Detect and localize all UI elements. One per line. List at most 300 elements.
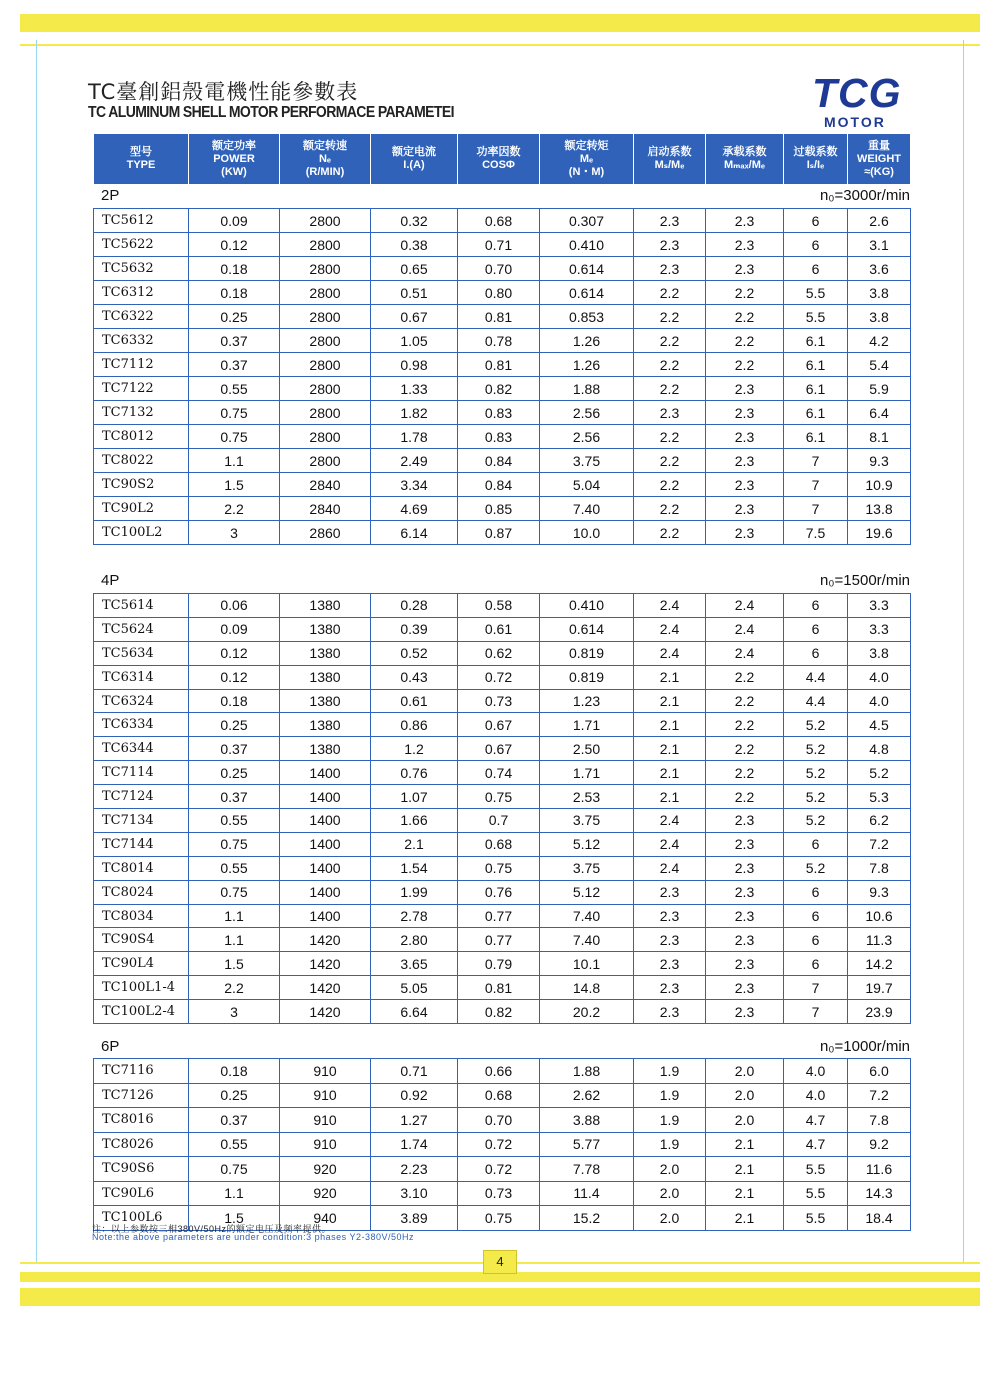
cell-power: 0.75 <box>189 880 280 904</box>
cell-current: 0.65 <box>371 257 458 281</box>
cell-torque: 5.12 <box>540 832 634 856</box>
cell-load-factor: 2.3 <box>706 952 784 976</box>
cell-load-factor: 2.3 <box>706 401 784 425</box>
cell-speed: 2800 <box>280 233 371 257</box>
cell-load-factor: 2.4 <box>706 617 784 641</box>
cell-torque: 15.2 <box>540 1206 634 1231</box>
cell-torque: 3.75 <box>540 856 634 880</box>
cell-starting-factor: 2.1 <box>634 761 706 785</box>
header-starting-factor: 启动系数 Mₛ/Mₑ <box>634 134 706 185</box>
cell-speed: 1400 <box>280 785 371 809</box>
cell-power: 0.09 <box>189 617 280 641</box>
cell-weight: 5.9 <box>848 377 911 401</box>
cell-weight: 9.3 <box>848 449 911 473</box>
table-row <box>94 832 911 856</box>
cell-starting-factor: 2.4 <box>634 641 706 665</box>
cell-torque: 2.53 <box>540 785 634 809</box>
spec-table-6p <box>93 1058 911 1231</box>
cell-speed: 1400 <box>280 880 371 904</box>
cell-weight: 3.3 <box>848 594 911 618</box>
cell-current: 0.67 <box>371 305 458 329</box>
table-row <box>94 594 911 618</box>
table-row <box>94 1181 911 1206</box>
cell-starting-factor: 2.2 <box>634 497 706 521</box>
cell-model: TC5612 <box>94 209 189 233</box>
table-row <box>94 928 911 952</box>
cell-starting-factor: 2.2 <box>634 353 706 377</box>
cell-weight: 3.6 <box>848 257 911 281</box>
cell-model: TC6334 <box>94 713 189 737</box>
cell-starting-factor: 2.2 <box>634 329 706 353</box>
cell-speed: 1420 <box>280 952 371 976</box>
cell-overload-factor: 6.1 <box>784 425 848 449</box>
cell-speed: 910 <box>280 1108 371 1133</box>
table-row <box>94 880 911 904</box>
cell-model: TC90S6 <box>94 1157 189 1182</box>
section-6p-label <box>93 1037 910 1057</box>
cell-overload-factor: 5.2 <box>784 809 848 833</box>
table-row <box>94 976 911 1000</box>
cell-weight: 2.6 <box>848 209 911 233</box>
cell-load-factor: 2.3 <box>706 449 784 473</box>
cell-speed: 1380 <box>280 641 371 665</box>
cell-speed: 2800 <box>280 305 371 329</box>
cell-overload-factor: 7 <box>784 976 848 1000</box>
cell-overload-factor: 6.1 <box>784 329 848 353</box>
cell-speed: 2840 <box>280 473 371 497</box>
cell-model: TC8014 <box>94 856 189 880</box>
table-row <box>94 689 911 713</box>
cell-weight: 4.2 <box>848 329 911 353</box>
cell-overload-factor: 7 <box>784 473 848 497</box>
table-row <box>94 1132 911 1157</box>
cell-torque: 0.853 <box>540 305 634 329</box>
cell-weight: 7.2 <box>848 832 911 856</box>
cell-power-factor: 0.73 <box>458 689 540 713</box>
cell-current: 0.38 <box>371 233 458 257</box>
spec-table-2p <box>93 208 911 545</box>
cell-speed: 2860 <box>280 521 371 545</box>
cell-load-factor: 2.0 <box>706 1083 784 1108</box>
cell-overload-factor: 6 <box>784 641 848 665</box>
cell-starting-factor: 2.1 <box>634 713 706 737</box>
table-row <box>94 713 911 737</box>
spec-table-header <box>93 133 911 185</box>
cell-overload-factor: 7 <box>784 1000 848 1024</box>
table-row <box>94 1083 911 1108</box>
tcg-logo <box>812 70 908 130</box>
cell-overload-factor: 4.0 <box>784 1083 848 1108</box>
cell-overload-factor: 6 <box>784 617 848 641</box>
cell-speed: 1380 <box>280 737 371 761</box>
cell-load-factor: 2.2 <box>706 785 784 809</box>
cell-speed: 1400 <box>280 904 371 928</box>
cell-torque: 1.26 <box>540 353 634 377</box>
cell-current: 0.52 <box>371 641 458 665</box>
cell-current: 0.61 <box>371 689 458 713</box>
table-row <box>94 329 911 353</box>
cell-power-factor: 0.70 <box>458 257 540 281</box>
cell-power-factor: 0.79 <box>458 952 540 976</box>
cell-torque: 3.88 <box>540 1108 634 1133</box>
cell-load-factor: 2.0 <box>706 1108 784 1133</box>
cell-power-factor: 0.72 <box>458 1132 540 1157</box>
cell-current: 1.27 <box>371 1108 458 1133</box>
cell-power: 0.55 <box>189 377 280 401</box>
cell-starting-factor: 2.1 <box>634 737 706 761</box>
cell-current: 0.39 <box>371 617 458 641</box>
cell-load-factor: 2.3 <box>706 377 784 401</box>
cell-power-factor: 0.87 <box>458 521 540 545</box>
right-frame-line <box>963 40 964 1262</box>
cell-current: 2.23 <box>371 1157 458 1182</box>
cell-torque: 0.307 <box>540 209 634 233</box>
cell-model: TC6344 <box>94 737 189 761</box>
cell-load-factor: 2.3 <box>706 809 784 833</box>
cell-starting-factor: 2.3 <box>634 401 706 425</box>
cell-power: 0.75 <box>189 832 280 856</box>
left-frame-line <box>36 40 37 1262</box>
cell-model: TC6312 <box>94 281 189 305</box>
cell-speed: 2800 <box>280 329 371 353</box>
cell-overload-factor: 4.7 <box>784 1108 848 1133</box>
cell-load-factor: 2.0 <box>706 1059 784 1084</box>
table-row <box>94 1108 911 1133</box>
cell-power: 0.25 <box>189 713 280 737</box>
cell-power: 0.37 <box>189 737 280 761</box>
cell-power: 1.1 <box>189 1181 280 1206</box>
cell-power: 3 <box>189 521 280 545</box>
cell-overload-factor: 6 <box>784 233 848 257</box>
cell-overload-factor: 5.2 <box>784 737 848 761</box>
cell-weight: 3.8 <box>848 305 911 329</box>
cell-overload-factor: 4.4 <box>784 689 848 713</box>
cell-current: 0.28 <box>371 594 458 618</box>
header-torque: 额定转矩 Mₑ (N・M) <box>540 134 634 185</box>
cell-speed: 1380 <box>280 713 371 737</box>
cell-overload-factor: 6 <box>784 209 848 233</box>
table-row <box>94 281 911 305</box>
cell-power-factor: 0.78 <box>458 329 540 353</box>
cell-power: 1.1 <box>189 928 280 952</box>
cell-torque: 3.75 <box>540 449 634 473</box>
cell-current: 5.05 <box>371 976 458 1000</box>
cell-power-factor: 0.85 <box>458 497 540 521</box>
cell-weight: 5.2 <box>848 761 911 785</box>
cell-speed: 1380 <box>280 689 371 713</box>
table-row <box>94 617 911 641</box>
cell-speed: 1420 <box>280 928 371 952</box>
cell-weight: 18.4 <box>848 1206 911 1231</box>
cell-starting-factor: 1.9 <box>634 1083 706 1108</box>
table-row <box>94 497 911 521</box>
cell-overload-factor: 5.5 <box>784 1206 848 1231</box>
cell-current: 3.34 <box>371 473 458 497</box>
cell-overload-factor: 5.5 <box>784 305 848 329</box>
cell-model: TC7134 <box>94 809 189 833</box>
cell-weight: 4.0 <box>848 665 911 689</box>
table-row <box>94 952 911 976</box>
cell-load-factor: 2.2 <box>706 665 784 689</box>
cell-current: 6.14 <box>371 521 458 545</box>
cell-power-factor: 0.73 <box>458 1181 540 1206</box>
cell-current: 4.69 <box>371 497 458 521</box>
cell-torque: 3.75 <box>540 809 634 833</box>
header-overload-factor: 过载系数 Iₛ/Iₑ <box>784 134 848 185</box>
cell-power: 1.5 <box>189 1206 280 1231</box>
cell-power-factor: 0.58 <box>458 594 540 618</box>
cell-torque: 7.40 <box>540 904 634 928</box>
cell-starting-factor: 2.3 <box>634 976 706 1000</box>
cell-power-factor: 0.71 <box>458 233 540 257</box>
cell-power-factor: 0.82 <box>458 1000 540 1024</box>
cell-model: TC6314 <box>94 665 189 689</box>
cell-overload-factor: 7.5 <box>784 521 848 545</box>
cell-power: 0.06 <box>189 594 280 618</box>
cell-weight: 14.2 <box>848 952 911 976</box>
cell-model: TC7122 <box>94 377 189 401</box>
cell-starting-factor: 2.2 <box>634 425 706 449</box>
cell-overload-factor: 5.2 <box>784 856 848 880</box>
cell-power: 1.1 <box>189 449 280 473</box>
cell-current: 1.05 <box>371 329 458 353</box>
table-row <box>94 856 911 880</box>
table-row <box>94 305 911 329</box>
cell-power: 0.37 <box>189 329 280 353</box>
cell-weight: 19.6 <box>848 521 911 545</box>
cell-speed: 1380 <box>280 594 371 618</box>
cell-speed: 910 <box>280 1059 371 1084</box>
cell-model: TC7144 <box>94 832 189 856</box>
cell-current: 2.1 <box>371 832 458 856</box>
cell-load-factor: 2.3 <box>706 904 784 928</box>
table-row <box>94 785 911 809</box>
cell-power: 2.2 <box>189 976 280 1000</box>
cell-model: TC90L4 <box>94 952 189 976</box>
cell-weight: 6.0 <box>848 1059 911 1084</box>
cell-load-factor: 2.3 <box>706 880 784 904</box>
header-power: 额定功率 POWER (KW) <box>189 134 280 185</box>
cell-model: TC5624 <box>94 617 189 641</box>
table-row <box>94 257 911 281</box>
cell-weight: 7.8 <box>848 1108 911 1133</box>
cell-model: TC8026 <box>94 1132 189 1157</box>
table-row <box>94 904 911 928</box>
cell-model: TC100L2-4 <box>94 1000 189 1024</box>
cell-torque: 14.8 <box>540 976 634 1000</box>
cell-power: 0.75 <box>189 1157 280 1182</box>
cell-speed: 910 <box>280 1132 371 1157</box>
table-row <box>94 377 911 401</box>
cell-load-factor: 2.3 <box>706 1000 784 1024</box>
cell-load-factor: 2.3 <box>706 257 784 281</box>
cell-power: 0.75 <box>189 401 280 425</box>
cell-power: 0.25 <box>189 761 280 785</box>
table-row <box>94 809 911 833</box>
cell-load-factor: 2.3 <box>706 832 784 856</box>
cell-speed: 1420 <box>280 1000 371 1024</box>
cell-starting-factor: 2.3 <box>634 209 706 233</box>
cell-starting-factor: 2.2 <box>634 305 706 329</box>
cell-power: 0.12 <box>189 665 280 689</box>
cell-speed: 1380 <box>280 617 371 641</box>
cell-starting-factor: 2.0 <box>634 1206 706 1231</box>
cell-power: 0.25 <box>189 305 280 329</box>
cell-weight: 8.1 <box>848 425 911 449</box>
cell-starting-factor: 2.3 <box>634 904 706 928</box>
page-title-english: TC ALUMINUM SHELL MOTOR PERFORMACE PARAMETEI <box>88 102 454 121</box>
speed-label-4p: n₀=1500r/min <box>819 572 910 589</box>
cell-torque: 1.26 <box>540 329 634 353</box>
cell-power: 0.37 <box>189 1108 280 1133</box>
cell-model: TC5634 <box>94 641 189 665</box>
table-row <box>94 1059 911 1084</box>
cell-model: TC100L6 <box>94 1206 189 1231</box>
cell-torque: 0.819 <box>540 641 634 665</box>
cell-overload-factor: 5.2 <box>784 785 848 809</box>
table-row <box>94 641 911 665</box>
cell-weight: 13.8 <box>848 497 911 521</box>
cell-overload-factor: 5.5 <box>784 281 848 305</box>
cell-starting-factor: 2.4 <box>634 594 706 618</box>
cell-overload-factor: 4.0 <box>784 1059 848 1084</box>
cell-load-factor: 2.2 <box>706 329 784 353</box>
cell-torque: 7.78 <box>540 1157 634 1182</box>
cell-power-factor: 0.67 <box>458 737 540 761</box>
cell-power-factor: 0.84 <box>458 449 540 473</box>
cell-model: TC90L6 <box>94 1181 189 1206</box>
table-row <box>94 473 911 497</box>
cell-power-factor: 0.76 <box>458 880 540 904</box>
cell-load-factor: 2.3 <box>706 209 784 233</box>
cell-model: TC90S2 <box>94 473 189 497</box>
cell-torque: 1.71 <box>540 761 634 785</box>
cell-overload-factor: 6.1 <box>784 401 848 425</box>
cell-power-factor: 0.81 <box>458 353 540 377</box>
cell-torque: 10.0 <box>540 521 634 545</box>
cell-weight: 9.3 <box>848 880 911 904</box>
cell-model: TC8022 <box>94 449 189 473</box>
cell-current: 0.43 <box>371 665 458 689</box>
cell-speed: 2800 <box>280 449 371 473</box>
cell-overload-factor: 5.2 <box>784 713 848 737</box>
cell-power-factor: 0.81 <box>458 305 540 329</box>
cell-model: TC6332 <box>94 329 189 353</box>
table-row <box>94 1000 911 1024</box>
cell-power-factor: 0.81 <box>458 976 540 1000</box>
table-row <box>94 761 911 785</box>
cell-speed: 2800 <box>280 353 371 377</box>
cell-overload-factor: 4.4 <box>784 665 848 689</box>
cell-power: 0.55 <box>189 856 280 880</box>
cell-power-factor: 0.62 <box>458 641 540 665</box>
cell-starting-factor: 2.3 <box>634 257 706 281</box>
cell-starting-factor: 2.3 <box>634 1000 706 1024</box>
cell-speed: 2800 <box>280 209 371 233</box>
section-4p-label <box>93 571 910 591</box>
cell-overload-factor: 6 <box>784 257 848 281</box>
cell-torque: 20.2 <box>540 1000 634 1024</box>
cell-power-factor: 0.68 <box>458 209 540 233</box>
cell-starting-factor: 2.2 <box>634 449 706 473</box>
cell-load-factor: 2.2 <box>706 353 784 377</box>
cell-power: 0.75 <box>189 425 280 449</box>
cell-model: TC8034 <box>94 904 189 928</box>
table-row <box>94 401 911 425</box>
cell-power-factor: 0.72 <box>458 665 540 689</box>
table-row <box>94 1157 911 1182</box>
top-yellow-rule <box>20 44 980 46</box>
speed-label-6p: n₀=1000r/min <box>819 1038 910 1055</box>
cell-model: TC8024 <box>94 880 189 904</box>
cell-torque: 1.88 <box>540 1059 634 1084</box>
cell-power-factor: 0.75 <box>458 856 540 880</box>
cell-power-factor: 0.82 <box>458 377 540 401</box>
cell-load-factor: 2.3 <box>706 521 784 545</box>
table-row <box>94 665 911 689</box>
cell-starting-factor: 2.1 <box>634 785 706 809</box>
cell-load-factor: 2.1 <box>706 1157 784 1182</box>
cell-torque: 7.40 <box>540 928 634 952</box>
cell-torque: 0.614 <box>540 617 634 641</box>
cell-power: 0.09 <box>189 209 280 233</box>
cell-load-factor: 2.4 <box>706 594 784 618</box>
cell-weight: 3.1 <box>848 233 911 257</box>
cell-weight: 9.2 <box>848 1132 911 1157</box>
cell-load-factor: 2.1 <box>706 1132 784 1157</box>
cell-power-factor: 0.80 <box>458 281 540 305</box>
cell-speed: 2840 <box>280 497 371 521</box>
cell-overload-factor: 6 <box>784 832 848 856</box>
cell-load-factor: 2.3 <box>706 425 784 449</box>
cell-starting-factor: 1.9 <box>634 1132 706 1157</box>
cell-power: 0.55 <box>189 1132 280 1157</box>
cell-overload-factor: 5.5 <box>784 1157 848 1182</box>
cell-load-factor: 2.2 <box>706 281 784 305</box>
cell-starting-factor: 2.4 <box>634 809 706 833</box>
cell-overload-factor: 6 <box>784 594 848 618</box>
cell-starting-factor: 2.4 <box>634 617 706 641</box>
cell-power-factor: 0.83 <box>458 401 540 425</box>
cell-speed: 910 <box>280 1083 371 1108</box>
cell-load-factor: 2.3 <box>706 976 784 1000</box>
cell-starting-factor: 2.3 <box>634 233 706 257</box>
cell-overload-factor: 7 <box>784 497 848 521</box>
cell-torque: 5.12 <box>540 880 634 904</box>
cell-model: TC7132 <box>94 401 189 425</box>
cell-weight: 3.8 <box>848 641 911 665</box>
cell-power-factor: 0.7 <box>458 809 540 833</box>
cell-model: TC7112 <box>94 353 189 377</box>
cell-power: 0.18 <box>189 1059 280 1084</box>
cell-model: TC7114 <box>94 761 189 785</box>
cell-overload-factor: 6.1 <box>784 353 848 377</box>
cell-model: TC90S4 <box>94 928 189 952</box>
cell-speed: 1400 <box>280 809 371 833</box>
cell-power: 0.37 <box>189 353 280 377</box>
cell-current: 0.92 <box>371 1083 458 1108</box>
cell-torque: 5.77 <box>540 1132 634 1157</box>
cell-torque: 10.1 <box>540 952 634 976</box>
cell-current: 6.64 <box>371 1000 458 1024</box>
cell-power-factor: 0.83 <box>458 425 540 449</box>
cell-model: TC7126 <box>94 1083 189 1108</box>
cell-model: TC5632 <box>94 257 189 281</box>
cell-model: TC5622 <box>94 233 189 257</box>
cell-load-factor: 2.3 <box>706 233 784 257</box>
cell-weight: 6.4 <box>848 401 911 425</box>
cell-overload-factor: 5.2 <box>784 761 848 785</box>
